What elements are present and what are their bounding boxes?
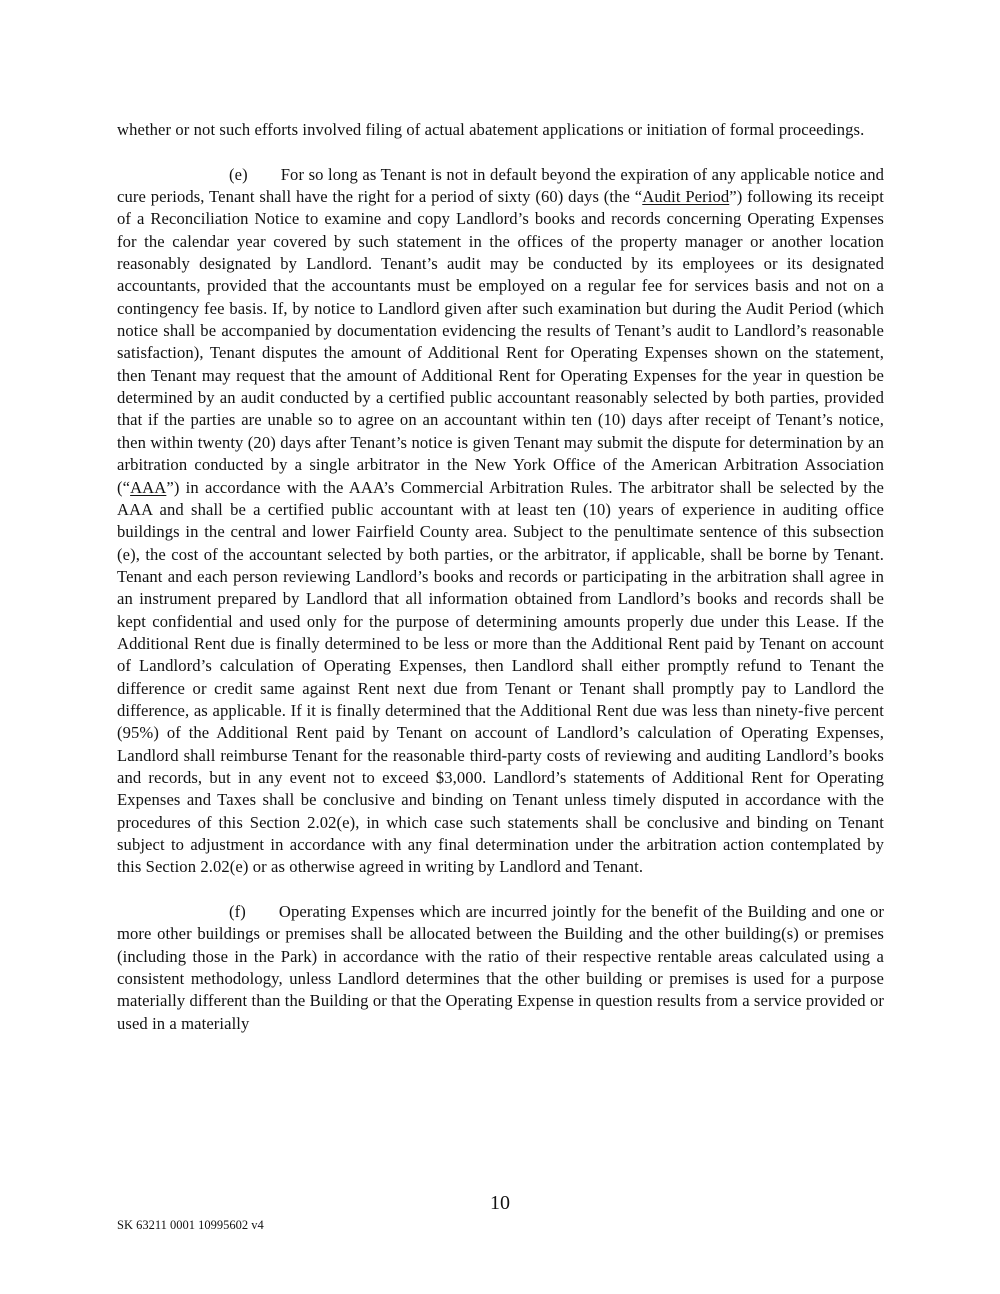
defined-term-underlined: AAA bbox=[130, 477, 167, 497]
paragraph-text bbox=[117, 165, 884, 877]
subsection-f-label: (f) bbox=[229, 902, 246, 922]
paragraph-continuation bbox=[117, 119, 884, 141]
paragraph-subsection-e bbox=[117, 164, 884, 879]
text-run: ”) in accordance with the AAA’s Commercial Arbitration Rules. The arbitrator shall be selected by the AAA and shall be a certified public accountant with at least ten (10) years of experience in auditing office buildings in the central and lower Fairfield County area. Subject to the penultimate sentence of this subsection (e), the cost of the accountant selected by both parties, or the arbitrator, if applicable, shall be borne by Tenant. Tenant and each person reviewing Landlord’s books and records or participating in the arbitration shall agree in an instrument prepared by Landlord that all information obtained from Landlord’s books and records shall be kept confidential and used only for the purpose of determining amounts properly due under this Lease. If the Additional Rent due is finally determined to be less or more than the Additional Rent paid by Tenant on account of Landlord’s calculation of Operating Expenses, then Landlord shall either promptly refund to Tenant the difference or credit same against Rent next due from Tenant or Tenant shall promptly pay to Landlord the difference, as applicable. If it is finally determined that the Additional Rent due was less than ninety-five percent (95%) of the Additional Rent paid by Tenant on account of Landlord’s calculation of Operating Expenses, Landlord shall reimburse Tenant for the reasonable third-party costs of reviewing and auditing Landlord’s books and records, but in any event not to exceed $3,000. Landlord’s statements of Additional Rent for Operating Expenses and Taxes shall be conclusive and binding on Tenant unless timely disputed in accordance with the procedures of this Section 2.02(e), in which case such statements shall be conclusive and binding on Tenant subject to adjustment in accordance with any final determination under the arbitration action contemplated by this Section 2.02(e) or as otherwise agreed in writing by Landlord and Tenant. bbox=[117, 477, 884, 877]
text-run: Operating Expenses which are incurred jointly for the benefit of the Building and one or more other buildings or premises shall be allocated between the Building and the other building(s) or premises (including those in the Park) in accordance with the ratio of their respective rentable areas calculated using a consistent methodology, unless Landlord determines that the other building or premises is used for a purpose materially different than the Building or that the Operating Expense in question results from a service provided or used in a materially bbox=[117, 902, 884, 1033]
document-body bbox=[117, 119, 884, 1035]
document-id-footer: SK 63211 0001 10995602 v4 bbox=[117, 1218, 264, 1232]
defined-term-underlined: Audit Period bbox=[642, 187, 730, 207]
paragraph-subsection-f bbox=[117, 901, 884, 1035]
text-run: whether or not such efforts involved filing of actual abatement applications or initiation of formal proceedings. bbox=[117, 120, 865, 139]
text-run: For so long as Tenant is not in default beyond the expiration of any applicable notice and cure periods, Tenant shall have the right for a period of sixty (60) days (the “ bbox=[117, 164, 884, 207]
paragraph-text bbox=[117, 120, 864, 139]
page-number: 10 bbox=[490, 1192, 510, 1214]
subsection-e-label: (e) bbox=[229, 164, 248, 184]
text-run: ”) following its receipt of a Reconciliation Notice to examine and copy Landlord’s books and records concerning Operating Expenses for the calendar year covered by such statement in the offices of the property manager or another location reasonably designated by Landlord. Tenant’s audit may be conducted by its employees or its designated accountants, provided that the accountants must be employed on a regular fee for services basis and not on a contingency fee basis. If, by notice to Landlord given after such examination but during the Audit Period (which notice shall be accompanied by documentation evidencing the results of Tenant’s audit to Landlord’s reasonable satisfaction), Tenant disputes the amount of Additional Rent for Operating Expenses shown on the statement, then Tenant may request that the amount of Additional Rent for Operating Expenses for the year in question be determined by an audit conducted by a certified public accountant reasonably selected by both parties, provided that if the parties are unable so to agree on an accountant within ten (10) days after receipt of Tenant’s notice, then within twenty (20) days after Tenant’s notice is given Tenant may submit the dispute for determination by an arbitration conducted by a single arbitrator in the New York Office of the American Arbitration Association (“ bbox=[117, 187, 884, 497]
paragraph-text bbox=[117, 902, 884, 1033]
